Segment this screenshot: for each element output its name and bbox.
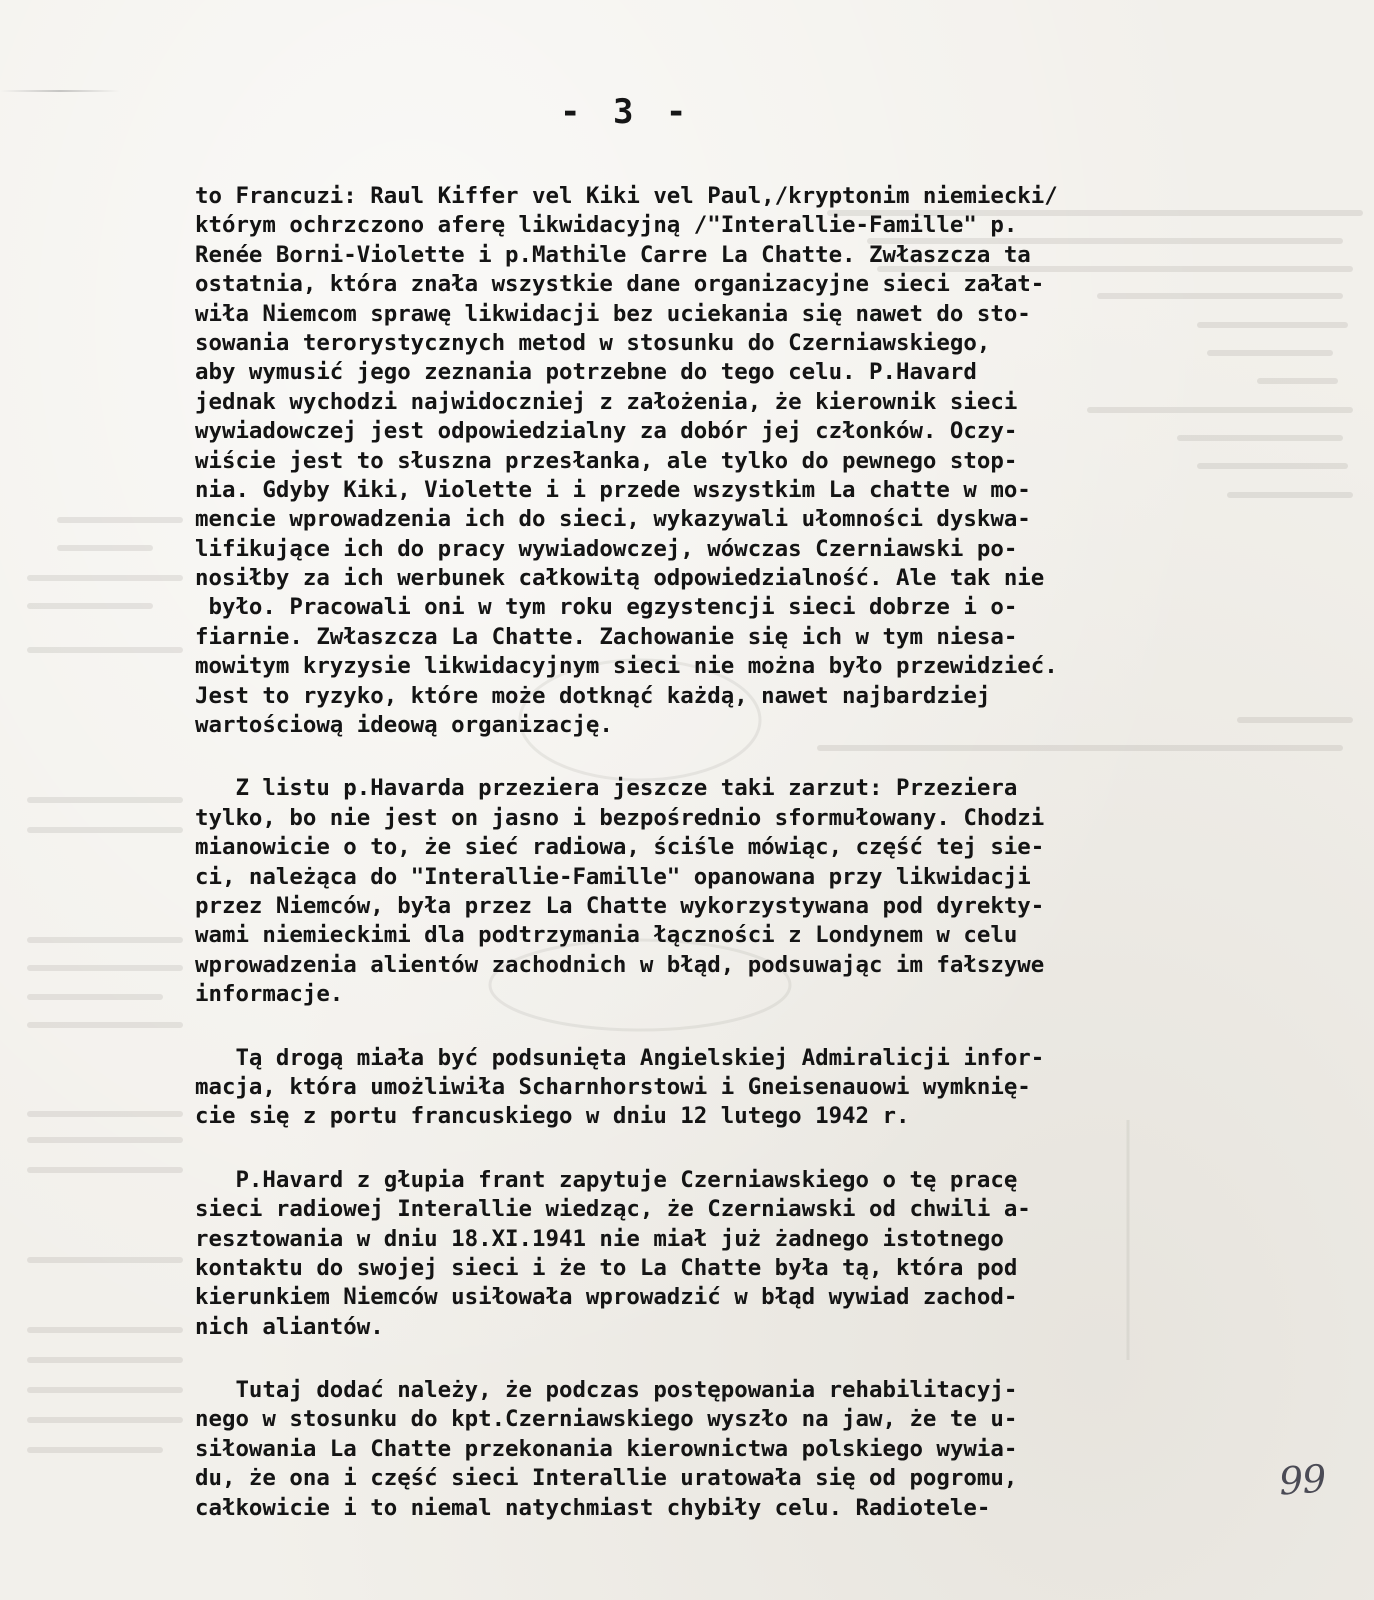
paragraph bbox=[195, 1376, 1315, 1523]
text-line: całkowicie i to niemal natychmiast chybiły celu. Radiotele- bbox=[195, 1494, 991, 1521]
text-line: Z listu p.Havarda przeziera jeszcze taki zarzut: Przeziera bbox=[195, 775, 1018, 802]
text-line: mianowicie o to, że sieć radiowa, ściśle mówiąc, część tej sie- bbox=[195, 834, 1045, 861]
paragraph bbox=[195, 182, 1315, 740]
paragraph-gap bbox=[195, 740, 1315, 774]
text-line: macja, która umożliwiła Scharnhorstowi i Gneisenauowi wymknię- bbox=[195, 1073, 1031, 1100]
scan-edge-mark bbox=[0, 90, 120, 92]
text-line: du, że ona i część sieci Interallie uratowała się od pogromu, bbox=[195, 1465, 1018, 1492]
text-line: fiarnie. Zwłaszcza La Chatte. Zachowanie się ich w tym niesa- bbox=[195, 623, 1018, 650]
text-line: informacje. bbox=[195, 981, 344, 1008]
text-line: ostatnia, która znała wszystkie dane organizacyjne sieci załat- bbox=[195, 271, 1045, 298]
text-line: P.Havard z głupia frant zapytuje Czerniawskiego o tę pracę bbox=[195, 1166, 1018, 1193]
text-line: Jest to ryzyko, które może dotknąć każdą, nawet najbardziej bbox=[195, 682, 991, 709]
text-line: tylko, bo nie jest on jasno i bezpośrednio sformułowany. Chodzi bbox=[195, 804, 1045, 831]
text-line: resztowania w dniu 18.XI.1941 nie miał już żadnego istotnego bbox=[195, 1225, 1004, 1252]
text-line: wartościową ideową organizację. bbox=[195, 712, 613, 739]
text-line: cie się z portu francuskiego w dniu 12 lutego 1942 r. bbox=[195, 1103, 910, 1130]
text-line: sieci radiowej Interallie wiedząc, że Czerniawski od chwili a- bbox=[195, 1196, 1031, 1223]
typewritten-body bbox=[195, 182, 1315, 1523]
text-line: kierunkiem Niemców usiłowała wprowadzić w błąd wywiad zachod- bbox=[195, 1284, 1018, 1311]
text-line: Tą drogą miała być podsunięta Angielskiej Admiralicji infor- bbox=[195, 1044, 1045, 1071]
page-number: - 3 - bbox=[560, 92, 693, 132]
text-line: było. Pracowali oni w tym roku egzystencji sieci dobrze i o- bbox=[195, 594, 1018, 621]
text-line: mencie wprowadzenia ich do sieci, wykazywali ułomności dyskwa- bbox=[195, 506, 1031, 533]
text-line: lifikujące ich do pracy wywiadowczej, wówczas Czerniawski po- bbox=[195, 535, 1018, 562]
text-line: mowitym kryzysie likwidacyjnym sieci nie można było przewidzieć. bbox=[195, 653, 1058, 680]
handwritten-archive-number: 99 bbox=[1277, 1456, 1327, 1504]
paragraph bbox=[195, 774, 1315, 1009]
text-line: kontaktu do swojej sieci i że to La Chatte była tą, która pod bbox=[195, 1254, 1018, 1281]
text-line: siłowania La Chatte przekonania kierownictwa polskiego wywia- bbox=[195, 1435, 1018, 1462]
paragraph-gap bbox=[195, 1010, 1315, 1044]
text-line: wiła Niemcom sprawę likwidacji bez uciekania się nawet do sto- bbox=[195, 300, 1031, 327]
text-line: Tutaj dodać należy, że podczas postępowania rehabilitacyj- bbox=[195, 1377, 1018, 1404]
text-line: nich aliantów. bbox=[195, 1313, 384, 1340]
text-line: wiście jest to słuszna przesłanka, ale tylko do pewnego stop- bbox=[195, 447, 1018, 474]
text-line: nia. Gdyby Kiki, Violette i i przede wszystkim La chatte w mo- bbox=[195, 476, 1031, 503]
text-line: jednak wychodzi najwidoczniej z założenia, że kierownik sieci bbox=[195, 388, 1018, 415]
paragraph-gap bbox=[195, 1132, 1315, 1166]
text-line: nego w stosunku do kpt.Czerniawskiego wyszło na jaw, że te u- bbox=[195, 1406, 1018, 1433]
text-line: nosiłby za ich werbunek całkowitą odpowiedzialność. Ale tak nie bbox=[195, 565, 1045, 592]
paragraph bbox=[195, 1166, 1315, 1342]
text-line: wywiadowczej jest odpowiedzialny za dobór jej członków. Oczy- bbox=[195, 418, 1018, 445]
paragraph-gap bbox=[195, 1342, 1315, 1376]
text-line: przez Niemców, była przez La Chatte wykorzystywana pod dyrekty- bbox=[195, 892, 1045, 919]
text-line: wami niemieckimi dla podtrzymania łączności z Londynem w celu bbox=[195, 922, 1018, 949]
text-line: ci, należąca do "Interallie-Famille" opanowana przy likwidacji bbox=[195, 863, 1031, 890]
text-line: sowania terorystycznych metod w stosunku do Czerniawskiego, bbox=[195, 329, 991, 356]
text-line: Renée Borni-Violette i p.Mathile Carre La Chatte. Zwłaszcza ta bbox=[195, 241, 1031, 268]
text-line: którym ochrzczono aferę likwidacyjną /"Interallie-Famille" p. bbox=[195, 212, 1018, 239]
text-line: to Francuzi: Raul Kiffer vel Kiki vel Paul,/kryptonim niemiecki/ bbox=[195, 183, 1058, 209]
paragraph bbox=[195, 1044, 1315, 1132]
text-line: aby wymusić jego zeznania potrzebne do tego celu. P.Havard bbox=[195, 359, 977, 386]
text-line: wprowadzenia alientów zachodnich w błąd, podsuwając im fałszywe bbox=[195, 951, 1045, 978]
